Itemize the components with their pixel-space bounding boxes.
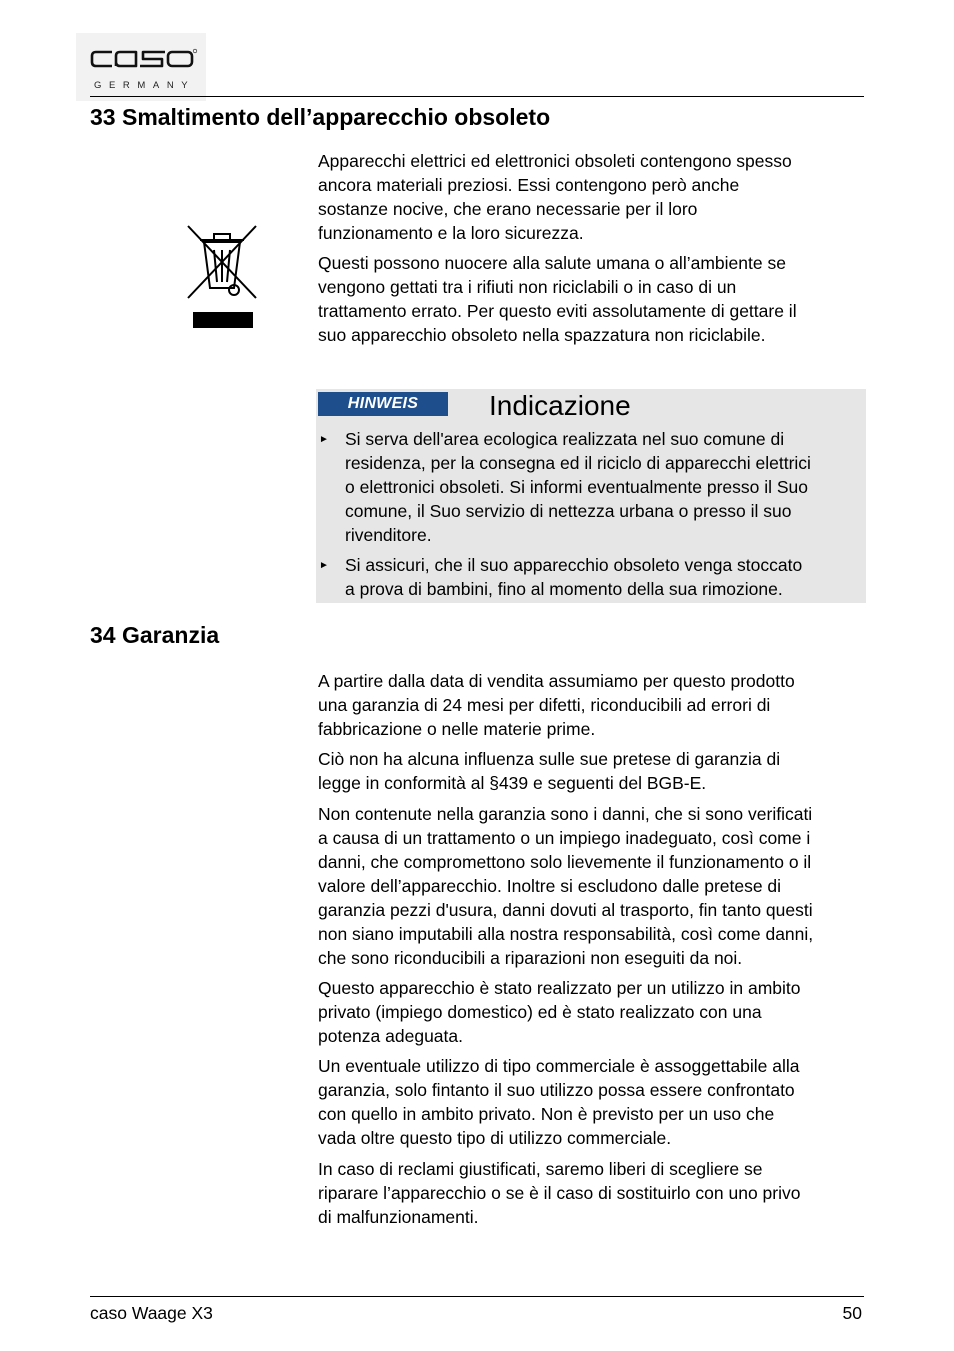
notice-badge: HINWEIS <box>318 392 448 416</box>
notice-title: Indicazione <box>489 390 631 421</box>
warranty-paragraph-6: In caso di reclami giustificati, saremo liberi di scegliere se riparare l’apparecchio o se è il caso di sostituirlo con uno privo di malfunzionamenti. <box>318 1159 801 1227</box>
page-number: 50 <box>842 1303 862 1323</box>
warranty-paragraph-5: Un eventuale utilizzo di tipo commerciale è assoggettabile alla garanzia, solo fintanto il suo utilizzo possa essere confrontato con quello in ambito privato. Non è previsto per un uso che vada oltre questo tipo di utilizzo commerciale. <box>318 1056 800 1148</box>
notice-bullet-text: Si serva dell'area ecologica realizzata nel suo comune di residenza, per la consegna ed il riciclo di apparecchi elettrici o elettronici obsoleti. Si informi eventualmente presso il Suo comune, il Suo servizio di nettezza urbana o presso il suo rivenditore. <box>345 429 811 545</box>
crossed-out-wheelie-bin-icon <box>184 222 260 330</box>
notice-bullet-text: Si assicuri, che il suo apparecchio obsoleto venga stoccato a prova di bambini, fino al momento della sua rimozione. <box>345 555 803 599</box>
footer-product-name: caso Waage X3 <box>90 1303 213 1323</box>
footer-rule <box>90 1296 864 1297</box>
bullet-arrow-icon: ► <box>319 434 329 445</box>
warranty-paragraph-3: Non contenute nella garanzia sono i danni, che si sono verificati a causa di un trattamento o un impiego inadeguato, così come i danni, che compromettono solo lievemente il funzionamento o il valore dell’apparecchio. Inoltre si escludono dalle pretese di garanzia pezzi d'usura, danni dovuti al trasporto, fin tanto questi non siano imputabili alla nostra responsabilità, così come danni, che sono riconducibili a riparazioni non eseguiti da noi. <box>318 804 814 968</box>
notice-box <box>316 389 866 603</box>
warranty-paragraph-2: Ciò non ha alcuna influenza sulle sue pretese di garanzia di legge in conformità al §439 e seguenti del BGB-E. <box>318 749 781 793</box>
warranty-paragraph-4: Questo apparecchio è stato realizzato per un utilizzo in ambito privato (impiego domestico) ed è stato realizzato con una potenza adeguata. <box>318 978 801 1046</box>
disposal-paragraph-1: Apparecchi elettrici ed elettronici obsoleti contengono spesso ancora materiali preziosi. Essi contengono però anche sostanze nocive, che erano necessarie per il loro funzionamento e la loro sicurezza. <box>318 151 792 243</box>
section-heading-warranty: 34 Garanzia <box>90 622 220 648</box>
warranty-paragraph-1: A partire dalla data di vendita assumiamo per questo prodotto una garanzia di 24 mesi per difetti, riconducibili ad errori di fabbricazione o nelle materie prime. <box>318 671 795 739</box>
section-heading-disposal: 33 Smaltimento dell’apparecchio obsoleto <box>90 104 551 130</box>
logo-subtext: GERMANY <box>94 80 196 91</box>
caso-logo <box>88 44 198 74</box>
bullet-arrow-icon: ► <box>319 560 329 571</box>
header-rule <box>90 96 864 97</box>
disposal-paragraph-2: Questi possono nuocere alla salute umana o all’ambiente se vengono gettati tra i rifiuti non riciclabili o in caso di un trattamento errato. Per questo eviti assolutamente di gettare il suo apparecchio obsoleto nella spazzatura non riciclabile. <box>318 253 797 345</box>
